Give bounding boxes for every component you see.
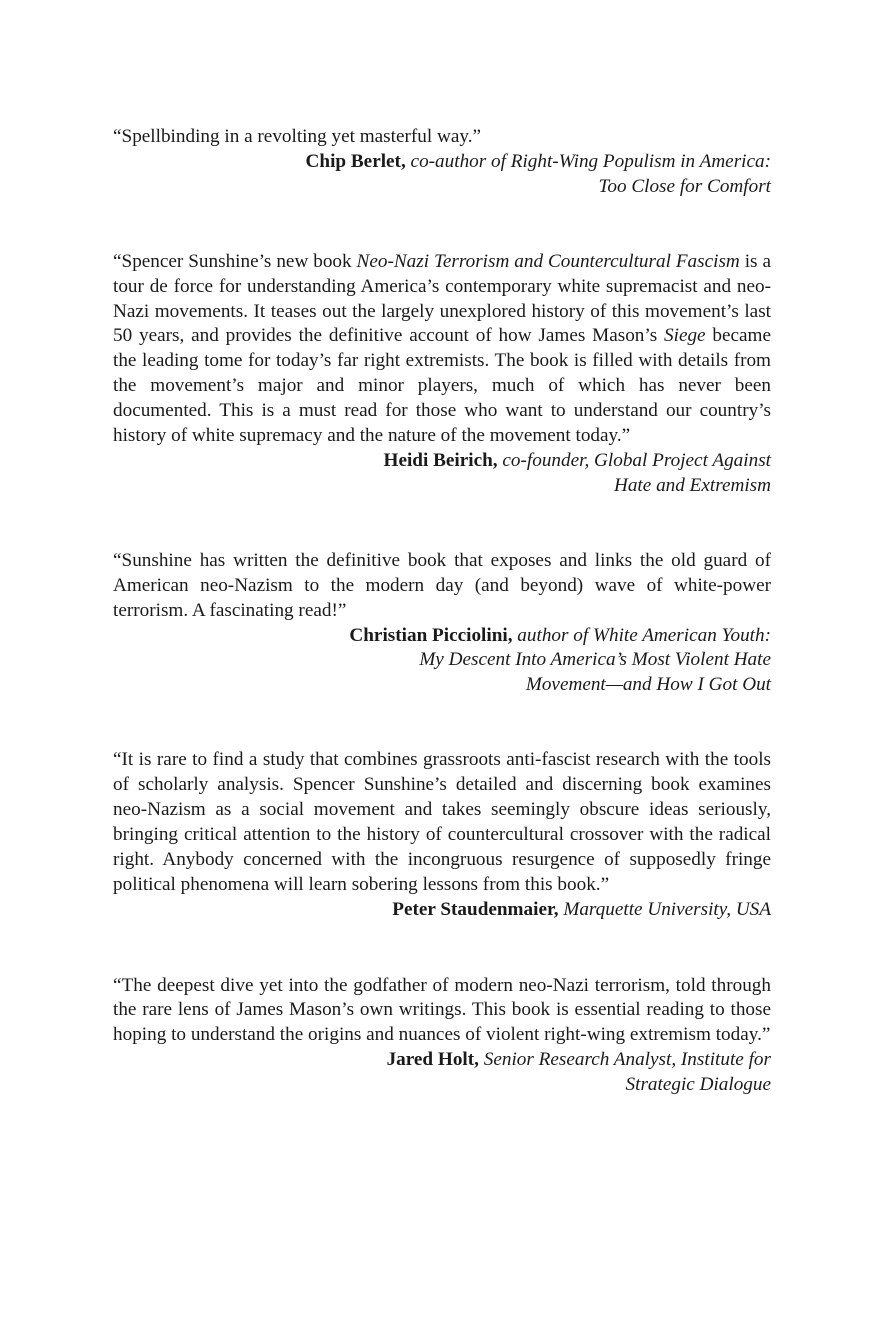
- quote-text: “Spencer Sunshine’s new book: [113, 250, 357, 272]
- endorser-description: Senior Research Analyst, Institute for: [483, 1049, 771, 1071]
- endorsement-attribution: [113, 449, 771, 499]
- endorser-name: Jared Holt,: [386, 1049, 479, 1071]
- endorsement-quote: [113, 250, 771, 449]
- endorsement-heidi-beirich: [113, 250, 771, 499]
- endorser-description: My Descent Into America’s Most Violent Hate: [419, 649, 771, 671]
- endorsement-attribution: [113, 898, 771, 923]
- endorsement-chip-berlet: [113, 125, 771, 200]
- endorsement-quote: [113, 974, 771, 1049]
- quote-text: “Sunshine has written the definitive book that exposes and links the old guard of American neo-Nazism to the modern day (and beyond) wave of white-power terrorism. A fascinating read!”: [113, 549, 771, 621]
- endorsement-christian-picciolini: [113, 549, 771, 698]
- quote-text: “The deepest dive yet into the godfather of modern neo-Nazi terrorism, told through the rare lens of James Mason’s own writings. This book is essential reading to those hoping to understand the origins and nuances of violent right-wing extremism today.”: [113, 974, 771, 1046]
- endorser-name: Peter Staudenmaier,: [392, 898, 559, 920]
- endorser-name: Heidi Beirich,: [383, 449, 498, 471]
- quote-text: “Spellbinding in a revolting yet masterful way.”: [113, 126, 482, 147]
- endorsement-attribution: [113, 150, 771, 200]
- endorser-description: co-founder, Global Project Against: [502, 449, 771, 471]
- endorsement-peter-staudenmaier: [113, 748, 771, 922]
- endorser-description: Marquette University, USA: [563, 898, 771, 920]
- endorsement-quote: [113, 549, 771, 624]
- endorsement-jared-holt: [113, 974, 771, 1099]
- endorser-name: Christian Picciolini,: [349, 624, 513, 646]
- endorser-description: co-author of Right-Wing Populism in America:: [410, 150, 771, 172]
- quote-text: became the leading tome for today’s far right extremists. The book is filled with details from the movement’s major and minor players, much of which has never been documented. This is a must read for those who want to understand our country’s history of white supremacy and the nature of the movement today.”: [113, 325, 771, 447]
- book-title: Neo-Nazi Terrorism and Countercultural Fascism: [356, 250, 740, 272]
- book-title: Siege: [664, 325, 706, 347]
- endorser-description: Too Close for Comfort: [598, 175, 771, 197]
- endorsement-quote: [113, 125, 771, 150]
- quote-text: is a tour de force for understanding America’s contemporary white supremacist and neo-Nazi movements. It teases out the largely unexplored history of this movement’s last 50 years, and provides the definitive account of how James Mason’s: [113, 250, 771, 347]
- endorser-name: Chip Berlet,: [305, 150, 406, 172]
- endorser-description: Movement—and How I Got Out: [525, 674, 771, 696]
- endorsement-attribution: [113, 1048, 771, 1098]
- quote-text: “It is rare to find a study that combines grassroots anti-fascist research with the tools of scholarly analysis. Spencer Sunshine’s detailed and discerning book examines neo-Nazism as a social movement and takes seemingly obscure ideas seriously, bringing critical attention to the history of countercultural crossover with the radical right. Anybody concerned with the incongruous resurgence of supposedly fringe political phenomena will learn sobering lessons from this book.”: [113, 749, 771, 895]
- endorsement-quote: [113, 748, 771, 897]
- endorser-description: author of White American Youth:: [517, 624, 771, 646]
- endorsement-attribution: [113, 624, 771, 699]
- endorser-description: Strategic Dialogue: [625, 1074, 771, 1096]
- endorsements-page: [113, 125, 771, 1098]
- endorser-description: Hate and Extremism: [613, 474, 771, 496]
